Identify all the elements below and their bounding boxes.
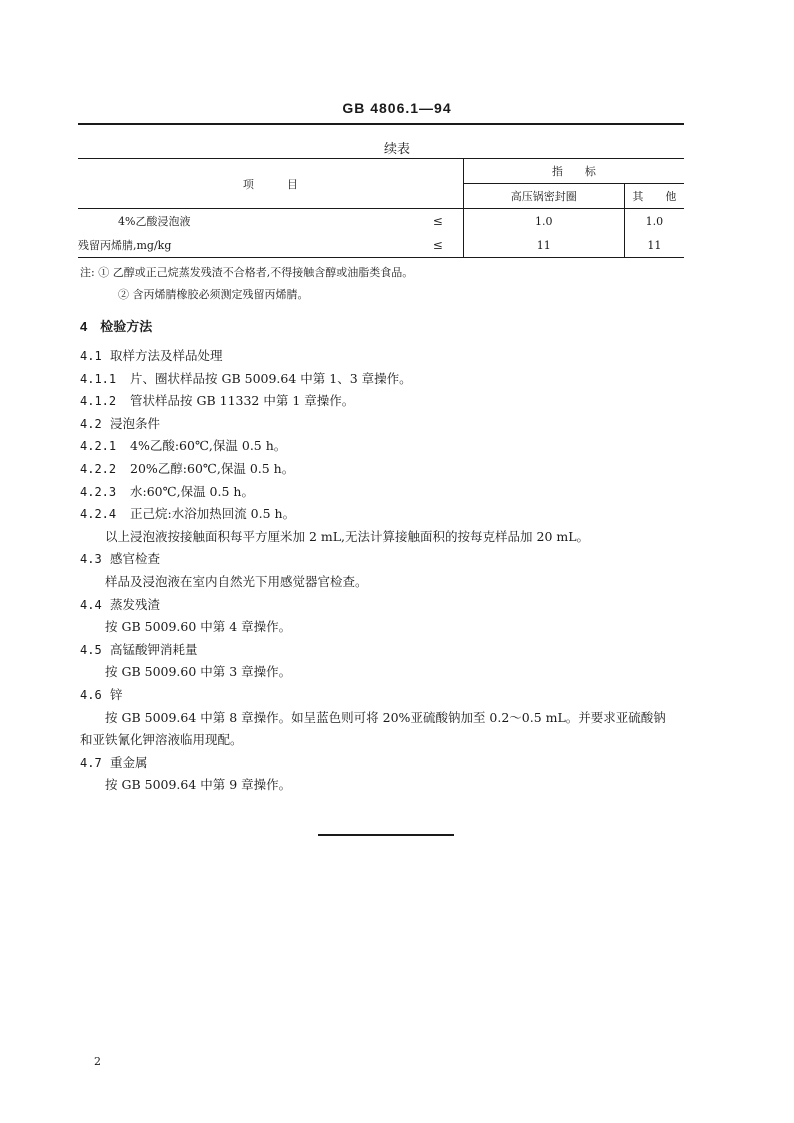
- spec-table: [78, 158, 684, 258]
- col-header-indicator: 指 标: [463, 159, 684, 184]
- clause-number: 4.1.2: [80, 394, 117, 409]
- table-note-2: ② 含丙烯腈橡胶必须测定残留丙烯腈。: [118, 288, 309, 301]
- clause-text: 浸泡条件: [110, 415, 161, 431]
- clause-number: 4.2.3: [80, 484, 117, 499]
- clause-number: 4.4: [80, 597, 102, 612]
- clause-text-line: 按 GB 5009.60 中第 3 章操作。: [105, 664, 292, 680]
- clause-text-line: 和亚铁氰化钾溶液临用现配。: [80, 732, 243, 748]
- col-header-pressure-seal: 高压锅密封圈: [463, 184, 624, 209]
- clause-text-line: 以上浸泡液按接触面积每平方厘米加 2 mL,无法计算接触面积的按每克样品加 20 mL。: [105, 528, 590, 544]
- table-row: [78, 233, 684, 258]
- row-value-other: 11: [624, 233, 684, 258]
- clause-line: [80, 685, 123, 703]
- end-rule: [318, 834, 454, 836]
- header-rule: [78, 123, 684, 125]
- clause-number: 4.2.4: [80, 507, 117, 522]
- clause-text: 取样方法及样品处理: [110, 348, 223, 363]
- clause-text-line: 样品及浸泡液在室内自然光下用感觉器官检查。: [105, 574, 368, 589]
- clause-line: [80, 369, 412, 387]
- clause-text: 锌: [110, 687, 123, 702]
- clause-text: 感官检查: [110, 551, 161, 567]
- clause-line: [80, 595, 160, 613]
- clause-number: 4.1: [80, 349, 102, 363]
- row-label: 残留丙烯腈,mg/kg: [78, 233, 433, 258]
- row-value-pressure-seal: 11: [463, 233, 624, 258]
- clause-text-line: 按 GB 5009.60 中第 4 章操作。: [105, 619, 292, 635]
- clause-number: 4.7: [80, 755, 102, 770]
- clause-line: [80, 753, 148, 771]
- clause-line: [80, 346, 223, 364]
- clause-number: 4.3: [80, 552, 102, 567]
- clause-line: [80, 414, 160, 432]
- clause-number: 4.2: [80, 416, 102, 431]
- clause-number: 4.6: [80, 688, 102, 702]
- clause-line: [80, 436, 286, 454]
- clause-line: [80, 391, 354, 409]
- clause-text-line: 按 GB 5009.64 中第 9 章操作。: [105, 777, 292, 793]
- clause-number: 4.2.1: [80, 439, 117, 454]
- col-header-other: 其 他: [624, 184, 684, 209]
- clause-text-line: 按 GB 5009.64 中第 8 章操作。如呈蓝色则可将 20%亚硫酸钠加至 0.2～0.5 mL。并要求亚硫酸钠: [105, 709, 666, 725]
- clause-text: 片、圈状样品按 GB 5009.64 中第 1、3 章操作。: [130, 370, 412, 386]
- clause-text: 高锰酸钾消耗量: [110, 641, 198, 657]
- table-note-1: 注: ① 乙醇或正己烷蒸发残渣不合格者,不得接触含醇或油脂类食品。: [80, 266, 414, 279]
- clause-line: [80, 549, 160, 567]
- clause-line: [80, 504, 295, 522]
- section-title: 4 检验方法: [80, 319, 153, 334]
- row-label: 4%乙酸浸泡液: [118, 215, 191, 228]
- page-number: 2: [94, 1055, 101, 1068]
- row-value-other: 1.0: [624, 209, 684, 234]
- clause-number: 4.1.1: [80, 371, 117, 386]
- clause-line: [80, 482, 254, 500]
- clause-text: 水:60℃,保温 0.5 h。: [130, 483, 254, 499]
- clause-text: 正己烷:水浴加热回流 0.5 h。: [130, 506, 296, 522]
- table-row: [78, 209, 684, 234]
- clause-text: 管状样品按 GB 11332 中第 1 章操作。: [130, 393, 355, 409]
- clause-number: 4.2.2: [80, 462, 117, 476]
- clause-number: 4.5: [80, 642, 102, 657]
- clause-line: [80, 640, 198, 658]
- clause-line: [80, 459, 294, 477]
- clause-text: 蒸发残渣: [110, 596, 161, 612]
- table-caption: 续表: [383, 142, 410, 157]
- standard-code: GB 4806.1—94: [342, 100, 452, 116]
- clause-text: 20%乙醇:60℃,保温 0.5 h。: [130, 461, 295, 476]
- row-comparator: ≤: [432, 214, 443, 228]
- row-value-pressure-seal: 1.0: [463, 209, 624, 234]
- clause-text: 重金属: [110, 754, 148, 770]
- col-header-item: 项 目: [78, 159, 463, 209]
- row-comparator: ≤: [433, 233, 464, 258]
- clause-text: 4%乙酸:60℃,保温 0.5 h。: [130, 438, 287, 454]
